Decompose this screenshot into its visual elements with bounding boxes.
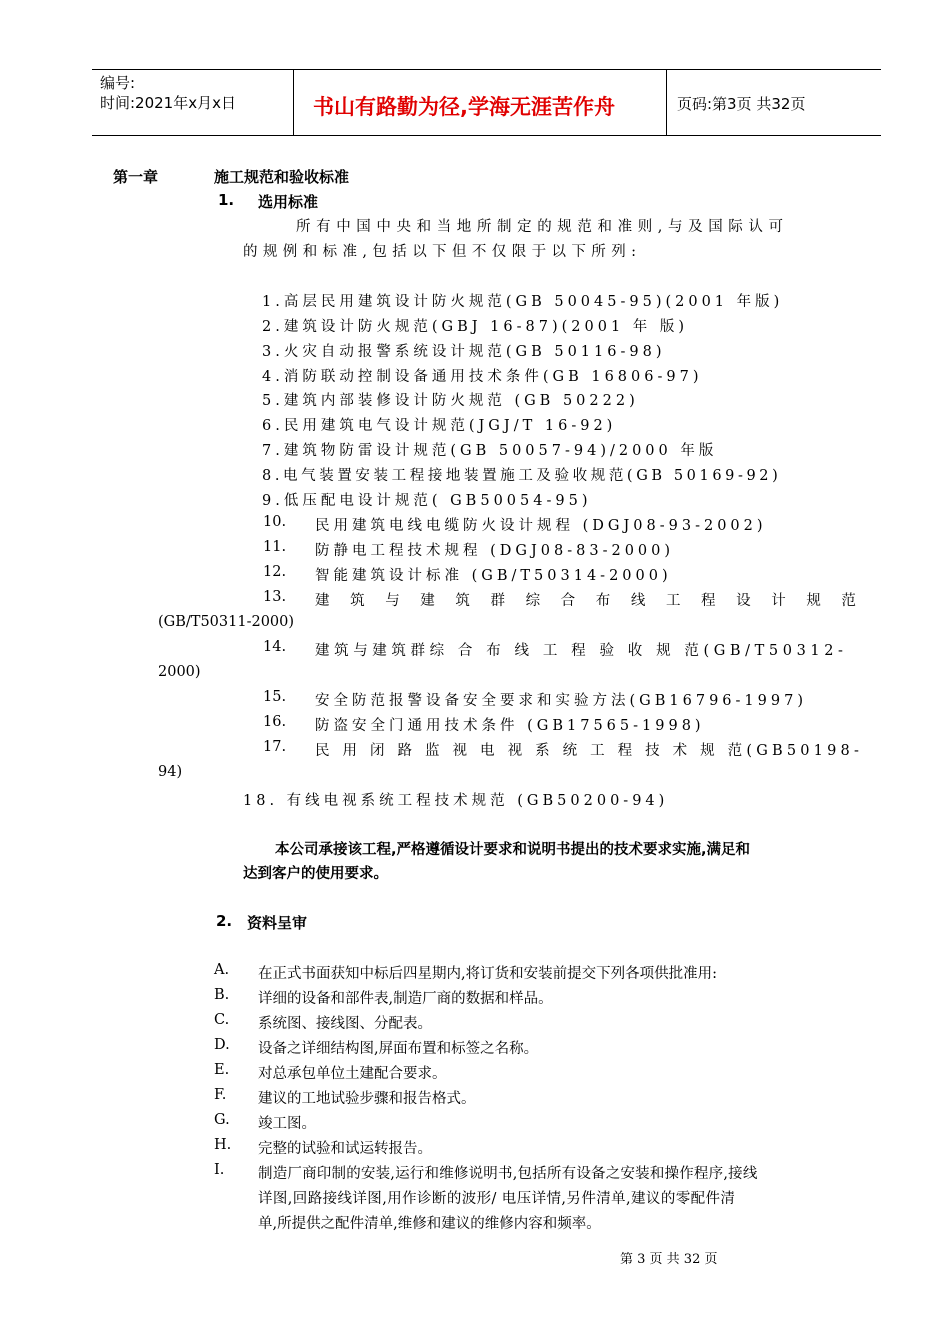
list-item: 2.建筑设计防火规范(GBJ 16-87)(2001 年 版) (262, 319, 689, 335)
list-item: 7.建筑物防雷设计规范(GB 50057-94)/2000 年版 (262, 443, 718, 459)
header-divider-1 (293, 70, 294, 136)
list-item-number: 13. (263, 589, 287, 605)
intro-line-2: 的规例和标准,包括以下但不仅限于以下所列: (243, 244, 642, 260)
word: 规 (806, 593, 821, 609)
word: 程 (701, 593, 716, 609)
list-item: 竣工图。 (258, 1116, 316, 1132)
doc-time-label: 时间:2021年x月x日 (100, 94, 236, 112)
list-item-continuation: 详图,回路接线详图,用作诊断的波形/ 电压详情,另件清单,建议的零配件清 (258, 1191, 736, 1207)
list-item: 18. 有线电视系统工程技术规范 (GB50200-94) (243, 793, 669, 809)
list-item: 防静电工程技术规程 (DGJ08-83-2000) (315, 543, 675, 559)
list-item: 1.高层民用建筑设计防火规范(GB 50045-95)(2001 年版) (262, 294, 784, 310)
list-item: 安全防范报警设备安全要求和实验方法(GB16796-1997) (315, 693, 807, 709)
page-footer: 第 3 页 共 32 页 (620, 1252, 718, 1267)
list-item: 民 用 闭 路 监 视 电 视 系 统 工 程 技 术 规 范(GB50198- (315, 743, 864, 759)
list-item-letter: E. (214, 1062, 230, 1078)
list-item-letter: D. (214, 1037, 230, 1053)
list-item-continuation: (GB/T50311-2000) (158, 614, 295, 630)
list-item: 完整的试验和试运转报告。 (258, 1141, 432, 1157)
page-indicator: 页码:第3页 共32页 (677, 95, 806, 113)
section-1-number: 1. (218, 191, 235, 209)
word: 范 (841, 593, 856, 609)
list-item-continuation: 单,所提供之配件清单,维修和建议的维修内容和频率。 (258, 1216, 601, 1232)
list-item-letter: G. (214, 1112, 230, 1128)
list-item-letter: F. (214, 1087, 227, 1103)
list-item-number: 11. (263, 539, 287, 555)
list-item-continuation: 2000) (158, 664, 201, 680)
list-item: 防盗安全门通用技术条件 (GB17565-1998) (315, 718, 705, 734)
word: 布 (595, 593, 611, 609)
commitment-line-1: 本公司承接该工程,严格遵循设计要求和说明书提出的技术要求实施,满足和 (275, 842, 751, 858)
list-item: 系统图、接线图、分配表。 (258, 1016, 432, 1032)
chapter-number: 第一章 (113, 168, 159, 186)
list-item-letter: A. (214, 962, 230, 978)
commitment-line-2: 达到客户的使用要求。 (243, 866, 388, 882)
intro-line-1: 所有中国中央和当地所制定的规范和准则,与及国际认可 (296, 219, 789, 235)
list-item-letter: B. (214, 987, 230, 1003)
list-item-number: 17. (263, 739, 287, 755)
list-item: 4.消防联动控制设备通用技术条件(GB 16806-97) (262, 369, 703, 385)
word: 筑 (350, 593, 365, 609)
section-1-title: 选用标准 (258, 193, 319, 211)
list-item: 3.火灾自动报警系统设计规范(GB 50116-98) (262, 344, 666, 360)
list-item: 详细的设备和部件表,制造厂商的数据和样品。 (258, 991, 553, 1007)
list-item-continuation: 94) (158, 764, 183, 780)
word: 计 (771, 593, 786, 609)
list-item-13-words (315, 589, 856, 610)
list-item-letter: C. (214, 1012, 230, 1028)
chapter-title: 施工规范和验收标准 (214, 168, 350, 186)
section-2-number: 2. (216, 912, 233, 930)
word: 与 (385, 593, 400, 609)
word: 建 (315, 593, 330, 609)
list-item-number: 15. (263, 689, 287, 705)
header-divider-2 (666, 70, 667, 136)
list-item: 9.低压配电设计规范( GB50054-95) (262, 493, 592, 509)
section-2-title: 资料呈审 (247, 914, 308, 932)
list-item: 建议的工地试验步骤和报告格式。 (258, 1091, 476, 1107)
list-item: 5.建筑内部装修设计防火规范 (GB 50222) (262, 393, 639, 409)
list-item-number: 16. (263, 714, 287, 730)
list-item: 制造厂商印制的安装,运行和维修说明书,包括所有设备之安装和操作程序,接线 (258, 1166, 758, 1182)
list-item: 设备之详细结构图,屏面布置和标签之名称。 (258, 1041, 539, 1057)
list-item-number: 12. (263, 564, 287, 580)
list-item-number: 10. (263, 514, 287, 530)
word: 建 (420, 593, 435, 609)
word: 综 (525, 593, 541, 609)
word: 群 (490, 593, 505, 609)
list-item: 8.电气装置安装工程接地装置施工及验收规范(GB 50169-92) (262, 468, 782, 484)
list-item: 在正式书面获知中标后四星期内,将订货和安装前提交下列各项供批准用: (258, 966, 717, 982)
word: 筑 (455, 593, 470, 609)
list-item: 对总承包单位土建配合要求。 (258, 1066, 447, 1082)
word: 线 (630, 593, 646, 609)
word: 设 (736, 593, 751, 609)
list-item-letter: I. (214, 1162, 225, 1178)
header-bottom-rule (92, 135, 881, 136)
doc-number-label: 编号: (100, 74, 136, 92)
list-item: 智能建筑设计标准 (GB/T50314-2000) (315, 568, 672, 584)
list-item: 民用建筑电线电缆防火设计规程 (DGJ08-93-2002) (315, 518, 767, 534)
word: 合 (560, 593, 576, 609)
list-item: 6.民用建筑电气设计规范(JGJ/T 16-92) (262, 418, 617, 434)
list-item-number: 14. (263, 639, 287, 655)
header-top-rule (92, 69, 881, 70)
word: 工 (665, 593, 681, 609)
header-motto: 书山有路勤为径,学海无涯苦作舟 (313, 95, 615, 119)
list-item-letter: H. (214, 1137, 232, 1153)
list-item: 建筑与建筑群综 合 布 线 工 程 验 收 规 范(GB/T50312- (315, 643, 848, 659)
